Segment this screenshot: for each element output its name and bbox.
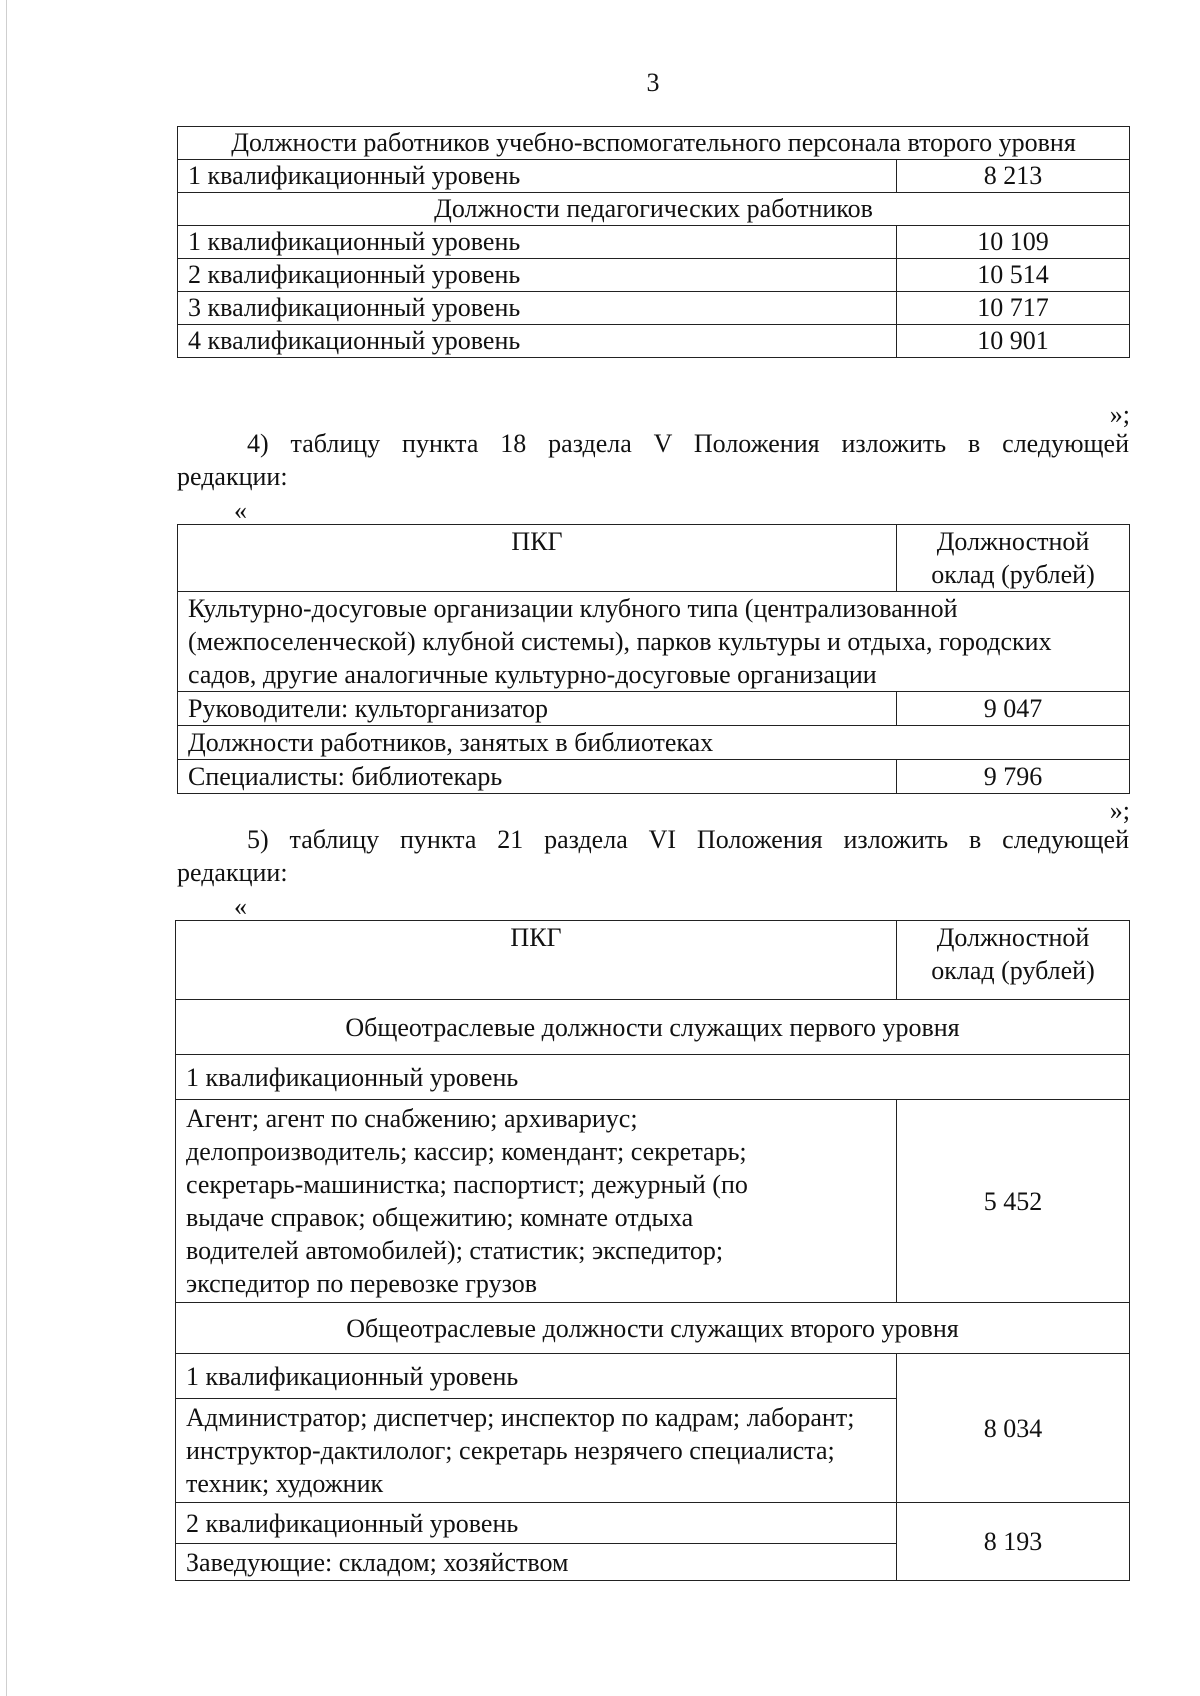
- table3-group2-level2: 2 квалификационный уровень: [176, 1503, 897, 1544]
- table2-group-culture: Культурно-досуговые организации клубного типа (централизованной (межпоселенческой) клубной системы), парков культуры и отдыха, городских садов, другие аналогичные культурно-досуговые организации: [178, 592, 1130, 692]
- table-row: [178, 592, 1130, 692]
- table3-group1-positions: Агент; агент по снабжению; архивариус; делопроизводитель; кассир; комендант; секретарь; секретарь-машинистка; паспортист; дежурный (по выдаче справок; общежитию; комнате отдыха водителей автомобилей); статистик; экспедитор; экспедитор по перевозке грузов: [176, 1100, 897, 1303]
- table-row: [178, 692, 1130, 726]
- table3-group-second-level: Общеотраслевые должности служащих второго уровня: [176, 1303, 1130, 1354]
- table2-group-library: Должности работников, занятых в библиотеках: [178, 726, 1130, 760]
- table-row: [178, 726, 1130, 760]
- table2-row-label: Руководители: культорганизатор: [178, 692, 897, 726]
- table1-row-label: 1 квалификационный уровень: [178, 226, 897, 259]
- table1-row-value: 10 514: [897, 259, 1130, 292]
- table-row: [178, 127, 1130, 160]
- table3-header-pkg: ПКГ: [176, 921, 897, 1000]
- table3-group2-level2-value: 8 193: [897, 1503, 1130, 1581]
- table-row: [178, 259, 1130, 292]
- table-header-row: [178, 525, 1130, 592]
- table1-row-value: 8 213: [897, 160, 1130, 193]
- table1-header: Должности работников учебно-вспомогательного персонала второго уровня: [178, 127, 1130, 160]
- closing-quote-2: »;: [1109, 796, 1130, 825]
- table3-group2-level1-positions: Администратор; диспетчер; инспектор по кадрам; лаборант; инструктор-дактилолог; секретарь незрячего специалиста; техник; художник: [176, 1399, 897, 1503]
- table1-row-value: 10 109: [897, 226, 1130, 259]
- paragraph-item-5: [177, 823, 1129, 889]
- table2-row-value: 9 047: [897, 692, 1130, 726]
- paragraph-item-4: [177, 427, 1129, 493]
- table3-group1-value: 5 452: [897, 1100, 1130, 1303]
- table-row: [178, 292, 1130, 325]
- table3-header-salary: Должностной оклад (рублей): [897, 921, 1130, 1000]
- table-row: [176, 1354, 1130, 1399]
- table3-group2-level1: 1 квалификационный уровень: [176, 1354, 897, 1399]
- paragraph-5-line2: редакции:: [177, 858, 288, 887]
- table1-row-label: 3 квалификационный уровень: [178, 292, 897, 325]
- table1-row-value: 10 717: [897, 292, 1130, 325]
- table1-row-value: 10 901: [897, 325, 1130, 358]
- page-edge: [6, 0, 7, 1696]
- table-culture-library: [177, 524, 1130, 794]
- table-row: [176, 1100, 1130, 1303]
- table-educational-staff: [177, 126, 1130, 358]
- table-row: [178, 760, 1130, 794]
- table1-row-label: 1 квалификационный уровень: [178, 160, 897, 193]
- table1-row-label: 4 квалификационный уровень: [178, 325, 897, 358]
- paragraph-5-line1: 5) таблицу пункта 21 раздела VI Положения изложить в следующей: [247, 825, 1129, 854]
- table-row: [176, 1000, 1130, 1055]
- table2-header-pkg: ПКГ: [178, 525, 897, 592]
- table2-row-label: Специалисты: библиотекарь: [178, 760, 897, 794]
- table-row: [176, 1503, 1130, 1544]
- table1-section-header: Должности педагогических работников: [178, 193, 1130, 226]
- table-row: [176, 1055, 1130, 1100]
- table-header-row: [176, 921, 1130, 1000]
- page-number: 3: [646, 68, 660, 97]
- closing-quote-1: »;: [1109, 400, 1130, 429]
- table-row: [178, 325, 1130, 358]
- opening-quote-2: «: [234, 892, 247, 921]
- table2-row-value: 9 796: [897, 760, 1130, 794]
- paragraph-4-line1: 4) таблицу пункта 18 раздела V Положения изложить в следующей: [247, 429, 1129, 458]
- paragraph-4-line2: редакции:: [177, 462, 288, 491]
- table3-group2-level1-value: 8 034: [897, 1354, 1130, 1503]
- table-row: [178, 193, 1130, 226]
- table-general-employees: [175, 920, 1130, 1581]
- table3-group1-level: 1 квалификационный уровень: [176, 1055, 1130, 1100]
- table-row: [178, 226, 1130, 259]
- table2-header-salary: Должностной оклад (рублей): [897, 525, 1130, 592]
- table1-row-label: 2 квалификационный уровень: [178, 259, 897, 292]
- table-row: [178, 160, 1130, 193]
- table-row: [176, 1303, 1130, 1354]
- table3-group-first-level: Общеотраслевые должности служащих первого уровня: [176, 1000, 1130, 1055]
- table3-group2-level2-positions: Заведующие: складом; хозяйством: [176, 1544, 897, 1581]
- opening-quote-1: «: [234, 496, 247, 525]
